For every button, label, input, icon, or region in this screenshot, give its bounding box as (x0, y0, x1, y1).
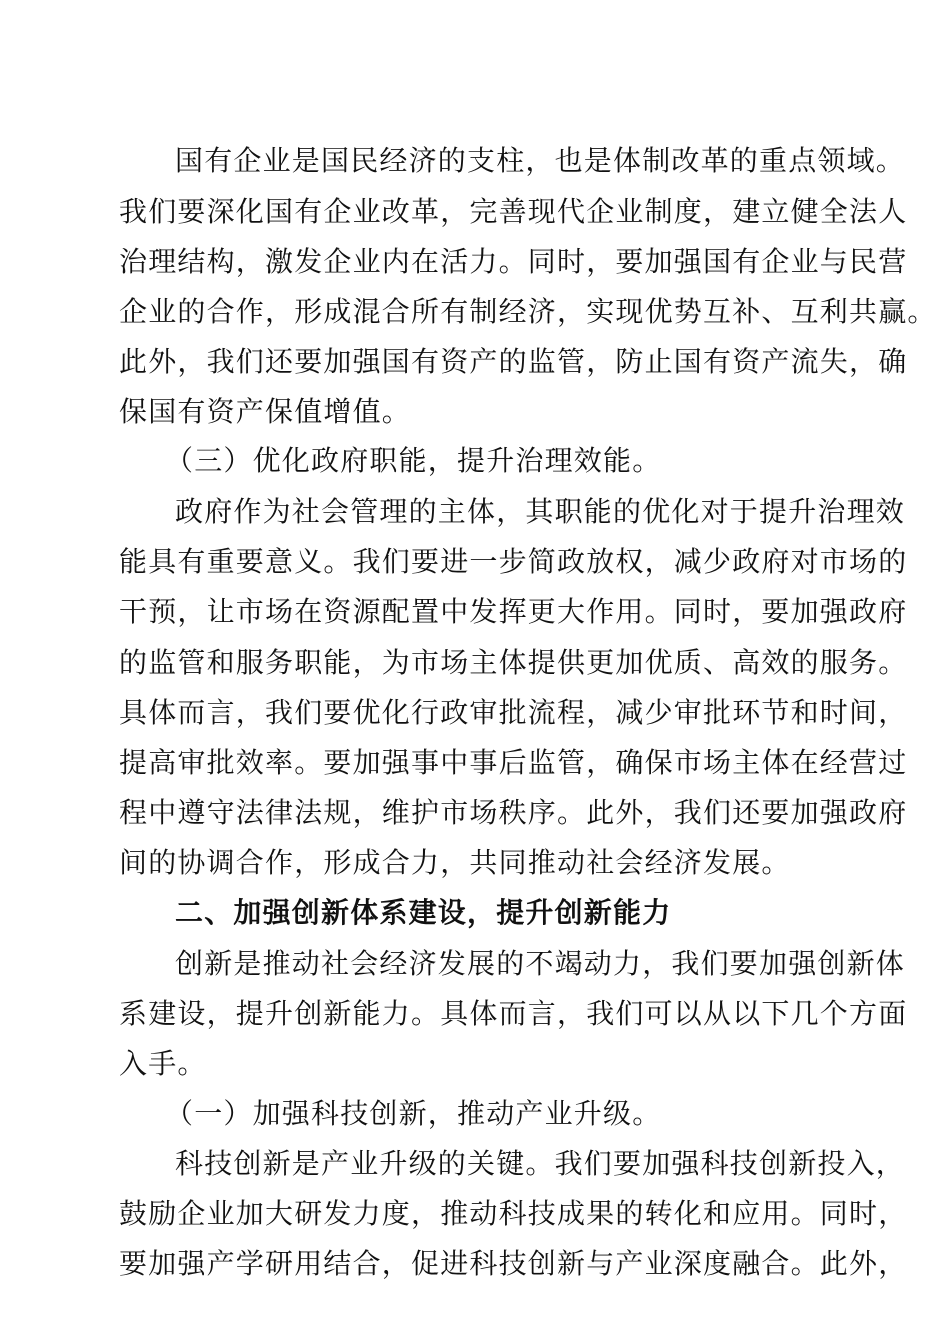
paragraph-line: 我们要深化国有企业改革，完善现代企业制度，建立健全法人 (119, 195, 908, 228)
paragraph-line: 政府作为社会管理的主体，其职能的优化对于提升治理效 (175, 495, 906, 528)
paragraph-line: 能具有重要意义。我们要进一步简政放权，减少政府对市场的 (119, 545, 908, 578)
subheading-1: （一）加强科技创新，推动产业升级。 (165, 1097, 662, 1130)
paragraph-line: 干预，让市场在资源配置中发挥更大作用。同时，要加强政府 (119, 595, 908, 628)
paragraph-line: 国有企业是国民经济的支柱，也是体制改革的重点领域。 (175, 144, 906, 177)
paragraph-line: 保国有资产保值增值。 (119, 395, 412, 428)
paragraph-line: 鼓励企业加大研发力度，推动科技成果的转化和应用。同时， (119, 1197, 908, 1230)
paragraph-line: 程中遵守法律法规，维护市场秩序。此外，我们还要加强政府 (119, 796, 908, 829)
paragraph-line: 要加强产学研用结合，促进科技创新与产业深度融合。此外， (119, 1247, 908, 1280)
paragraph-line: 科技创新是产业升级的关键。我们要加强科技创新投入， (175, 1147, 906, 1180)
paragraph-line: 此外，我们还要加强国有资产的监管，防止国有资产流失，确 (119, 345, 908, 378)
paragraph-line: 治理结构，激发企业内在活力。同时，要加强国有企业与民营 (119, 245, 908, 278)
paragraph-line: 间的协调合作，形成合力，共同推动社会经济发展。 (119, 846, 791, 879)
paragraph-line: 入手。 (119, 1047, 207, 1080)
paragraph-line: 提高审批效率。要加强事中事后监管，确保市场主体在经营过 (119, 746, 908, 779)
section-heading-2: 二、加强创新体系建设，提升创新能力 (175, 896, 672, 929)
paragraph-line: 系建设，提升创新能力。具体而言，我们可以从以下几个方面 (119, 997, 908, 1030)
subheading-3: （三）优化政府职能，提升治理效能。 (165, 444, 662, 477)
paragraph-line: 的监管和服务职能，为市场主体提供更加优质、高效的服务。 (119, 646, 908, 679)
paragraph-line: 企业的合作，形成混合所有制经济，实现优势互补、互利共赢。 (119, 295, 937, 328)
paragraph-line: 具体而言，我们要优化行政审批流程，减少审批环节和时间， (119, 696, 908, 729)
paragraph-line: 创新是推动社会经济发展的不竭动力，我们要加强创新体 (175, 947, 906, 980)
